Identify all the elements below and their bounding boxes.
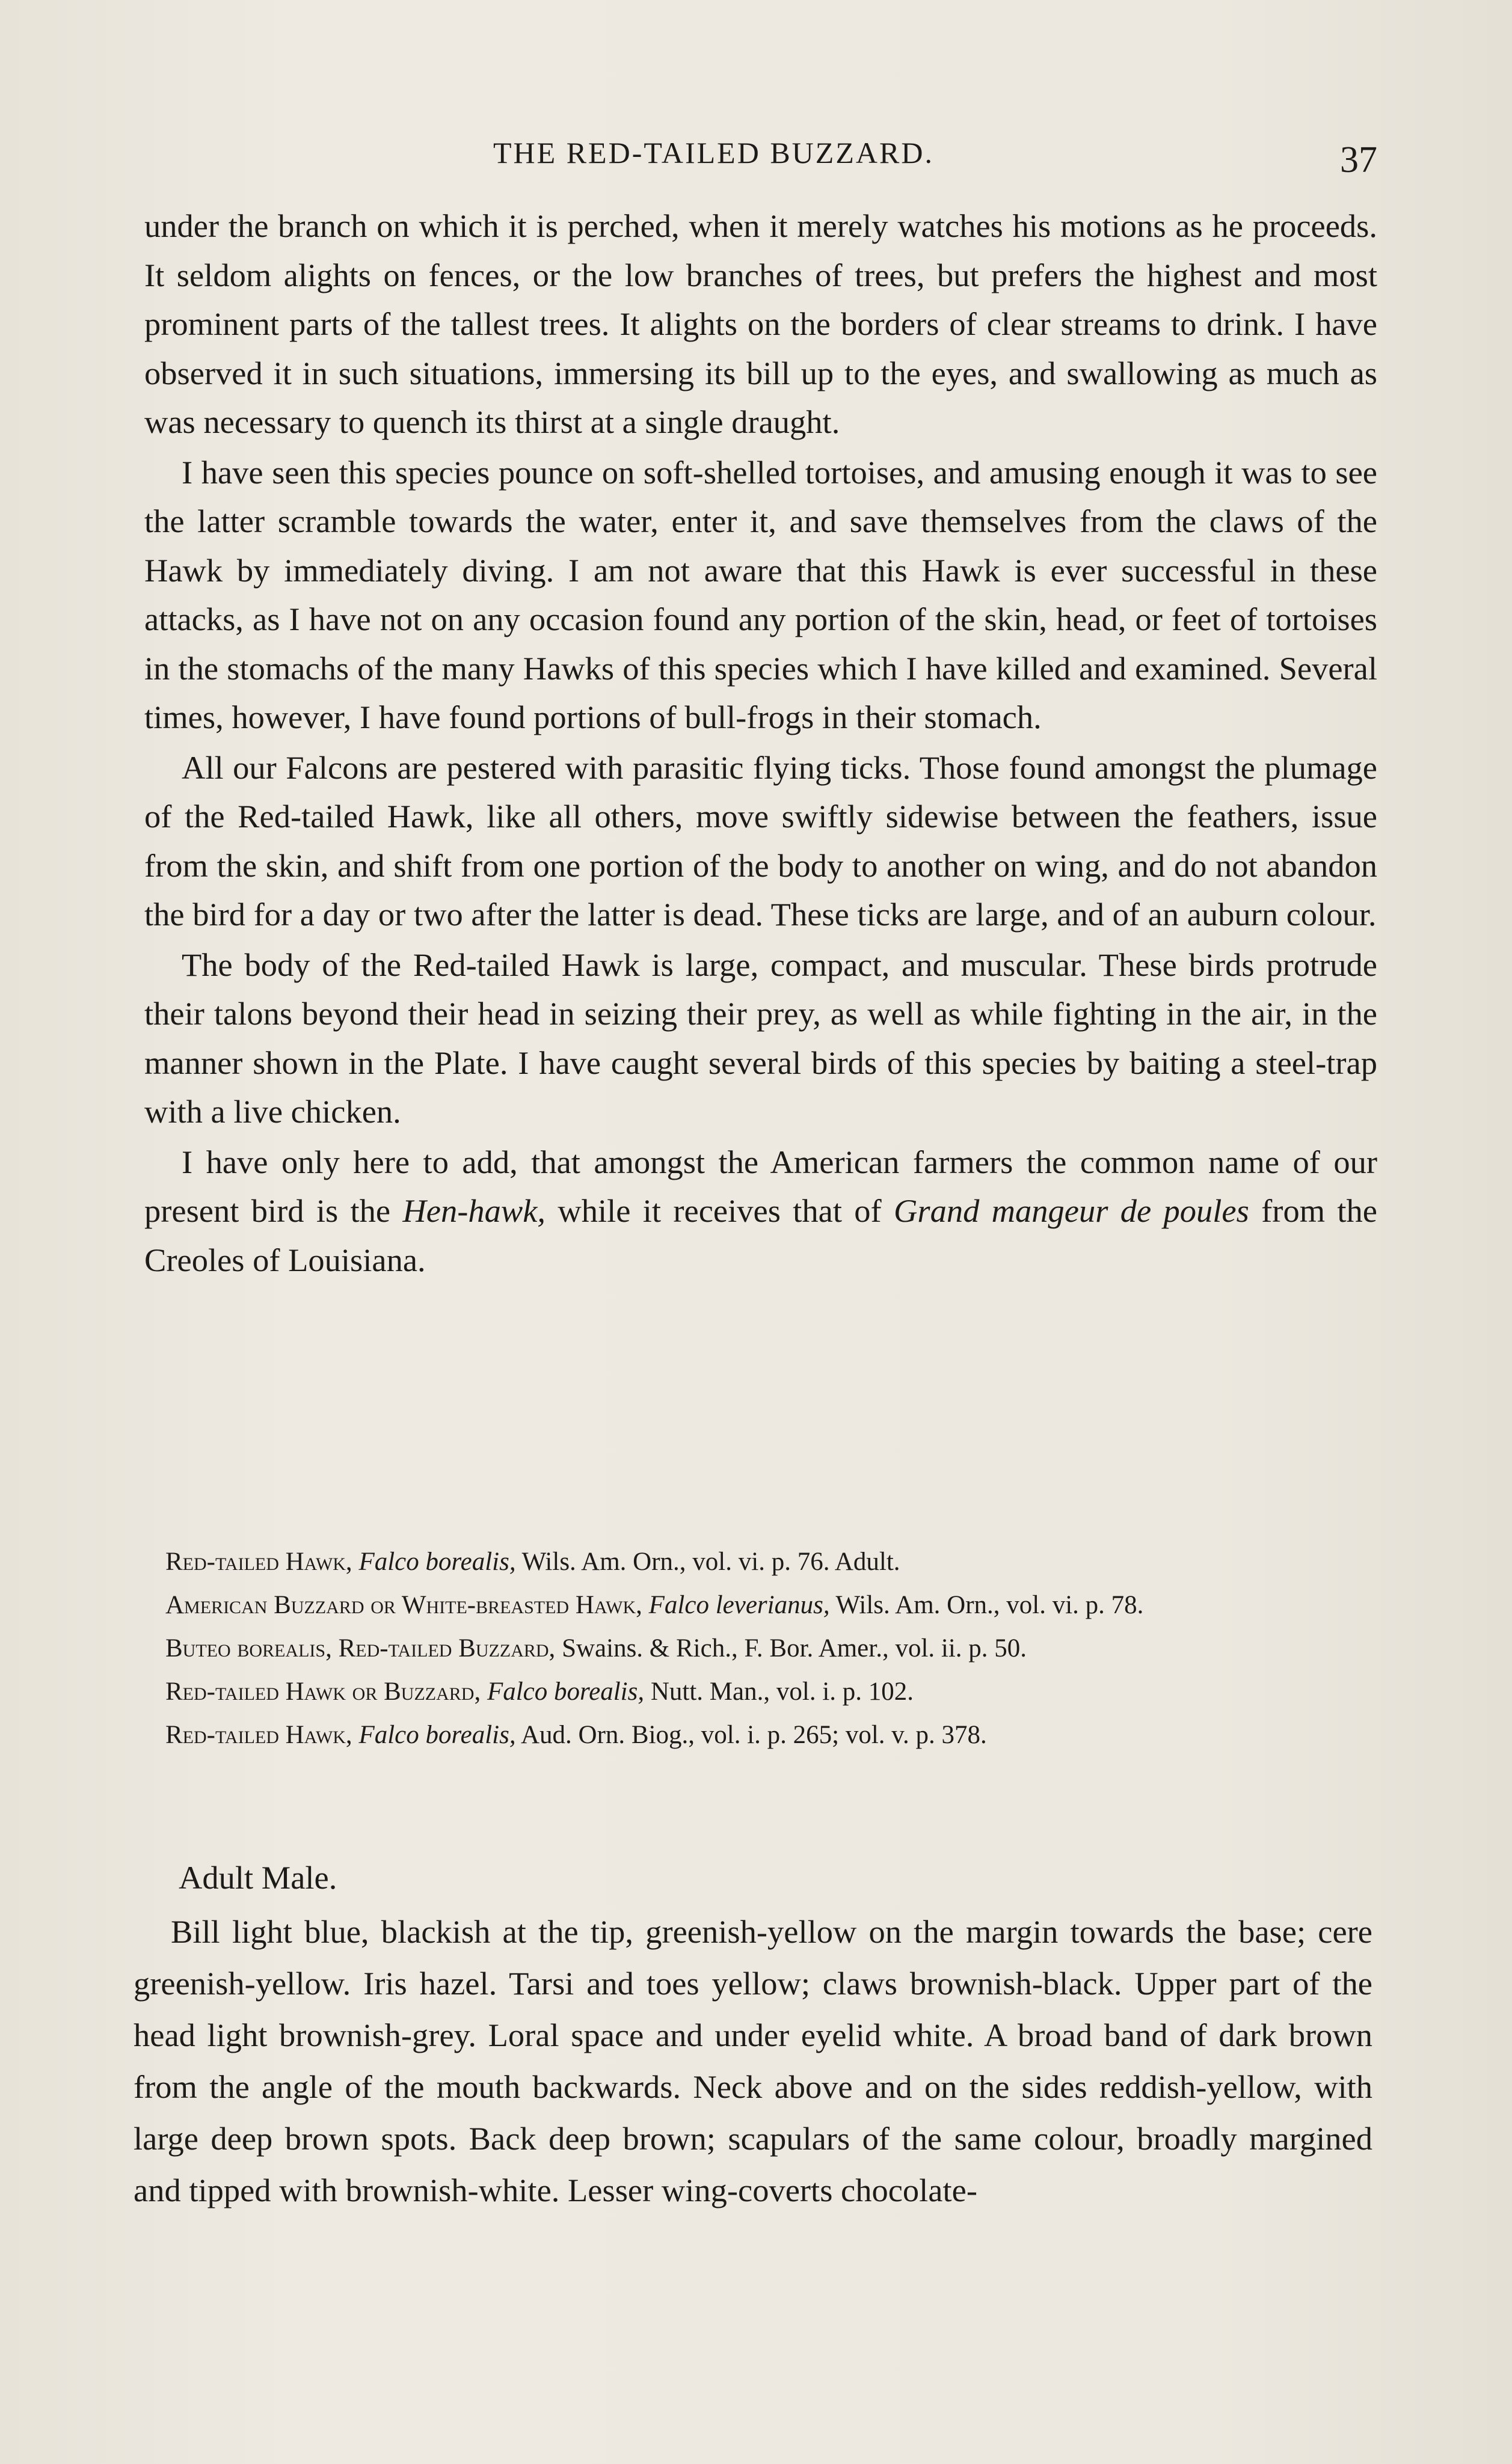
italic-term: Grand mangeur de poules	[894, 1192, 1249, 1229]
reference-latin: Falco borealis,	[358, 1721, 516, 1749]
reference-entry	[165, 1586, 1362, 1625]
paragraph: The body of the Red-tailed Hawk is large, compact, and muscular. These birds protrude their talons beyond their head in seizing their prey, as well as while fighting in the air, in the manner shown in the Plate. I have caught several birds of this species by baiting a steel-trap with a live chicken.	[144, 946, 1377, 1130]
page-number: 37	[1340, 139, 1377, 180]
reference-entry	[165, 1672, 1362, 1712]
reference-entry	[165, 1542, 1362, 1582]
description-text: Bill light blue, blackish at the tip, greenish-yellow on the margin towards the base; cere greenish-yellow. Iris hazel. Tarsi and toes yellow; claws brownish-black. Upper part of the head light brownish-grey. Loral space and under eyelid white. A broad band of dark brown from the angle of the mouth backwards. Neck above and on the sides reddish-yellow, with large deep brown spots. Back deep brown; scapulars of the same colour, broadly margined and tipped with brownish-white. Lesser wing-coverts chocolate-	[134, 1913, 1372, 2208]
reference-name: Red-tailed Hawk,	[165, 1548, 352, 1576]
paragraph-text: while it receives that of	[545, 1192, 894, 1229]
reference-name: Red-tailed Hawk or Buzzard,	[165, 1678, 481, 1706]
reference-citation: Swains. & Rich., F. Bor. Amer., vol. ii. p. 50.	[555, 1634, 1027, 1663]
reference-latin: Falco borealis,	[358, 1548, 516, 1576]
paragraph: All our Falcons are pestered with parasitic flying ticks. Those found amongst the plumage of the Red-tailed Hawk, like all others, move swiftly sidewise between the feathers, issue from the skin, and shift from one portion of the body to another on wing, and do not abandon the bird for a day or two after the latter is dead. These ticks are large, and of an auburn colour.	[144, 749, 1377, 933]
page-header	[144, 135, 1377, 183]
reference-name: Red-tailed Hawk,	[165, 1721, 352, 1749]
body-text	[144, 201, 1377, 1286]
reference-name: Buteo borealis, Red-tailed Buzzard,	[165, 1634, 556, 1663]
paragraph-text: I have only here to add, that amongst the American farmers the common name of our present bird is the	[144, 1143, 1377, 1229]
paragraph: I have seen this species pounce on soft-shelled tortoises, and amusing enough it was to see the latter scramble towards the water, enter it, and save themselves from the claws of the Hawk by immediately diving. I am not aware that this Hawk is ever successful in these attacks, as I have not on any occasion found any portion of the skin, head, or feet of tortoises in the stomachs of the many Hawks of this species which I have killed and examined. Several times, however, I have found portions of bull-frogs in their stomach.	[144, 453, 1377, 735]
paragraph	[144, 1138, 1377, 1285]
reference-entry	[165, 1629, 1362, 1669]
reference-citation: Aud. Orn. Biog., vol. i. p. 265; vol. v. p. 378.	[515, 1721, 987, 1749]
italic-term: Hen-hawk,	[402, 1192, 546, 1229]
reference-citation: Nutt. Man., vol. i. p. 102.	[644, 1678, 914, 1706]
running-head: THE RED-TAILED BUZZARD.	[493, 136, 934, 170]
synonymy-references	[165, 1542, 1362, 1759]
reference-latin: Falco borealis,	[487, 1678, 645, 1706]
reference-name: American Buzzard or White-breasted Hawk,	[165, 1591, 642, 1619]
description-heading: Adult Male.	[179, 1859, 337, 1896]
reference-latin: Falco leverianus,	[648, 1591, 830, 1619]
specimen-description	[134, 1852, 1372, 2216]
reference-citation: Wils. Am. Orn., vol. vi. p. 78.	[829, 1591, 1144, 1619]
paragraph: under the branch on which it is perched, when it merely watches his motions as he proceeds. It seldom alights on fences, or the low branches of trees, but prefers the highest and most prominent parts of the tallest trees. It alights on the borders of clear streams to drink. I have observed it in such situations, immersing its bill up to the eyes, and swallowing as much as was necessary to quench its thirst at a single draught.	[144, 207, 1377, 440]
paragraph-text: from the Creoles of Louisiana.	[144, 1192, 1377, 1278]
reference-citation: Wils. Am. Orn., vol. vi. p. 76. Adult.	[515, 1548, 900, 1576]
reference-entry	[165, 1715, 1362, 1755]
